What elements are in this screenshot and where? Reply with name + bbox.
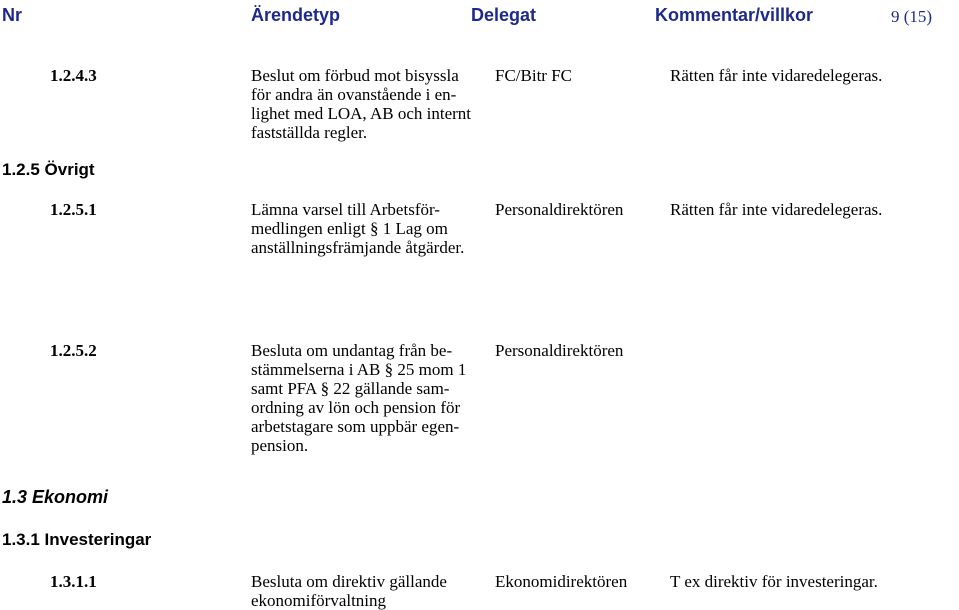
- row-delegat: Ekonomidirektören: [495, 572, 628, 591]
- arende-line: anställningsfrämjande åtgärder.: [251, 238, 465, 257]
- row-arendetyp: [251, 200, 464, 257]
- row-nr: 1.2.4.3: [50, 66, 97, 85]
- arende-line: ordning av lön och pension för: [251, 398, 461, 417]
- row-delegat: Personaldirektören: [495, 341, 624, 360]
- row-kommentar: Rätten får inte vidaredelegeras.: [670, 66, 883, 85]
- row-arendetyp: [251, 341, 466, 455]
- arende-line: Lämna varsel till Arbetsför-: [251, 200, 440, 219]
- row-kommentar: T ex direktiv för investeringar.: [670, 572, 878, 591]
- section-heading-ekonomi: 1.3 Ekonomi: [2, 487, 109, 507]
- arende-line: Besluta om direktiv gällande: [251, 572, 447, 591]
- row-kommentar: Rätten får inte vidaredelegeras.: [670, 200, 883, 219]
- arende-line: stämmelserna i AB § 25 mom 1: [251, 360, 467, 379]
- section-heading-ovrigt: 1.2.5 Övrigt: [2, 160, 95, 179]
- arende-line: arbetstagare som uppbär egen-: [251, 417, 460, 436]
- arende-line: lighet med LOA, AB och internt: [251, 104, 472, 123]
- section-heading-investeringar: 1.3.1 Investeringar: [2, 530, 152, 549]
- arende-line: medlingen enligt § 1 Lag om: [251, 219, 448, 238]
- row-arendetyp: [251, 572, 447, 610]
- row-nr: 1.2.5.2: [50, 341, 97, 360]
- column-header-delegat: Delegat: [471, 5, 537, 25]
- row-nr: 1.2.5.1: [50, 200, 97, 219]
- row-arendetyp: [251, 66, 471, 142]
- arende-line: samt PFA § 22 gällande sam-: [251, 379, 450, 398]
- row-delegat: Personaldirektören: [495, 200, 624, 219]
- arende-line: pension.: [251, 436, 309, 455]
- arende-line: för andra än ovanstående i en-: [251, 85, 457, 104]
- row-delegat: FC/Bitr FC: [495, 66, 573, 85]
- page-number: 9 (15): [891, 7, 933, 26]
- column-header-nr: Nr: [2, 5, 23, 25]
- arende-line: Beslut om förbud mot bisyssla: [251, 66, 459, 85]
- column-header-kommentar: Kommentar/villkor: [655, 5, 814, 25]
- arende-line: fastställda regler.: [251, 123, 368, 142]
- column-header-arendetyp: Ärendetyp: [251, 5, 341, 25]
- row-nr: 1.3.1.1: [50, 572, 97, 591]
- arende-line: ekonomiförvaltning: [251, 591, 387, 610]
- arende-line: Besluta om undantag från be-: [251, 341, 453, 360]
